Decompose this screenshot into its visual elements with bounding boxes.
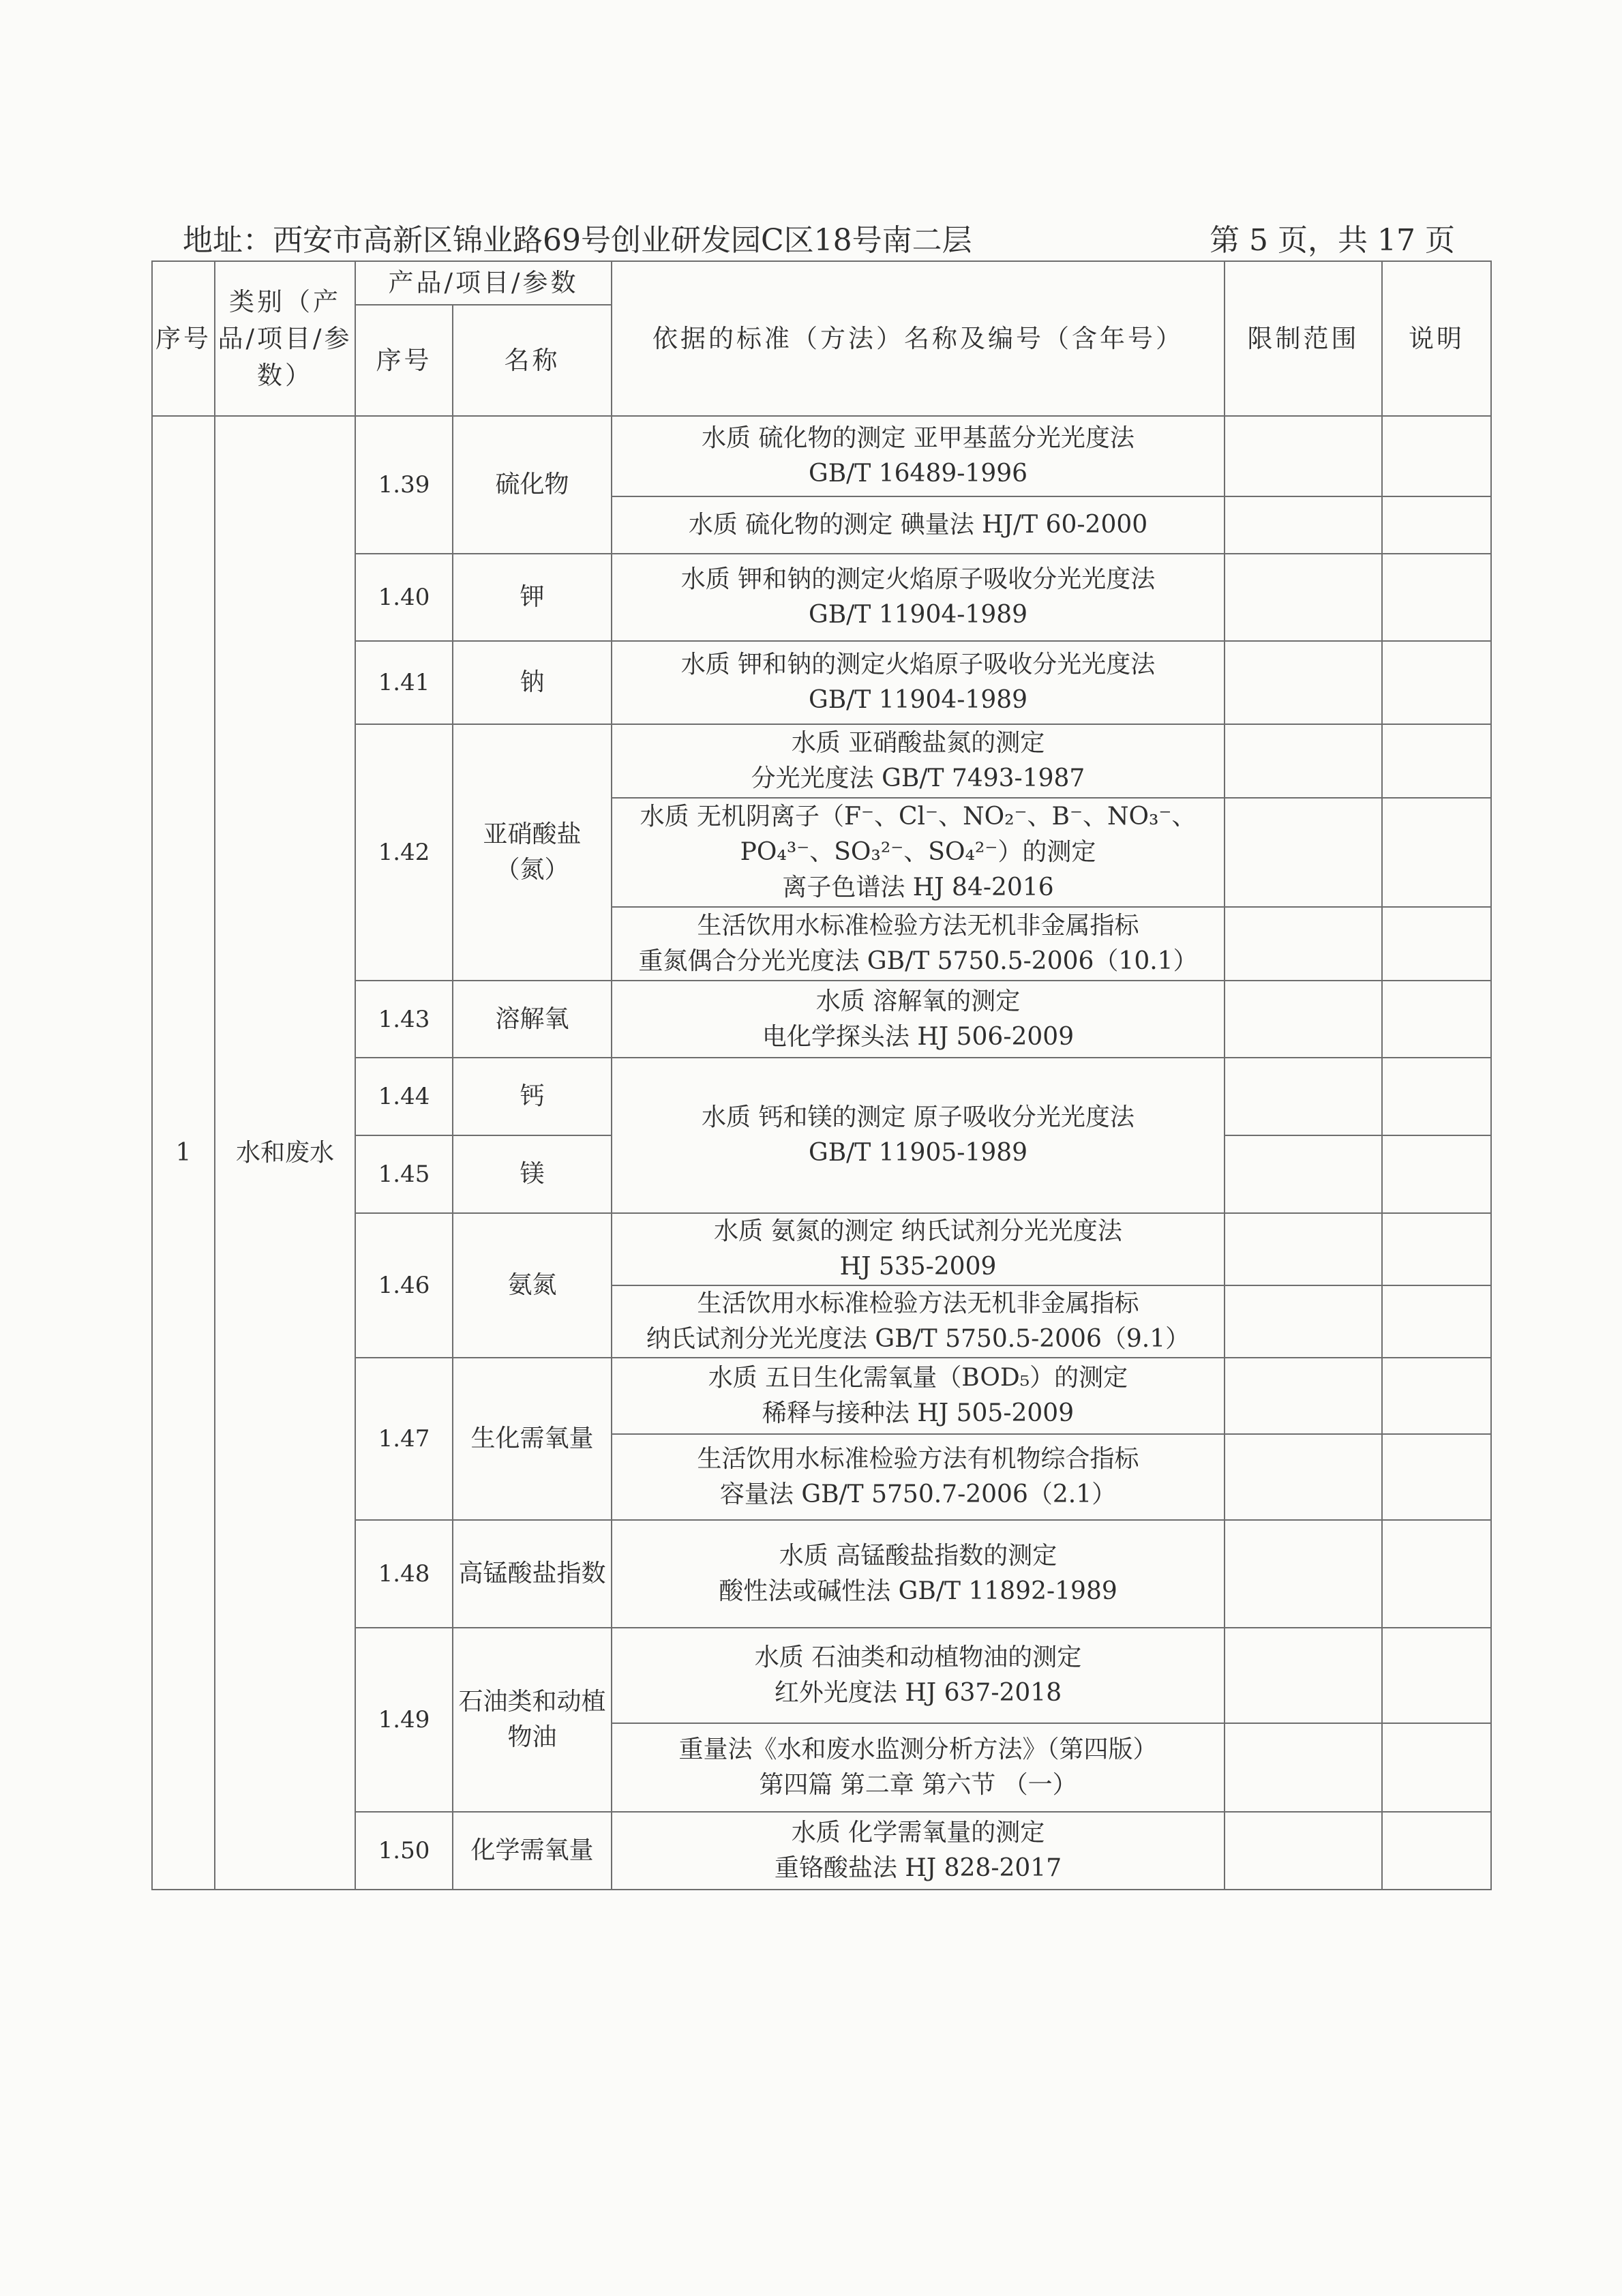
method-code: 分光光度法 GB/T 7493-1987: [751, 764, 1085, 792]
group-category: 水和废水: [215, 416, 355, 1890]
method-text: 水质 钾和钠的测定火焰原子吸收分光光度法: [680, 651, 1156, 679]
item-no: 1.39: [355, 416, 453, 554]
item-no: 1.50: [355, 1812, 453, 1890]
method-code: 电化学探头法 HJ 506-2009: [762, 1022, 1075, 1051]
method-cell: [612, 1434, 1225, 1520]
method-cell: [612, 1723, 1225, 1812]
method-code: 重氮偶合分光光度法 GB/T 5750.5-2006（10.1）: [638, 947, 1198, 975]
method-code: GB/T 16489-1996: [808, 460, 1028, 488]
page-number: 第 5 页，共 17 页: [1210, 223, 1455, 258]
method-cell: [612, 416, 1225, 496]
method-code: GB/T 11905-1989: [808, 1139, 1028, 1167]
method-cell: [612, 1358, 1225, 1434]
method-cell: [612, 1285, 1225, 1358]
method-text: 水质 氨氮的测定 纳氏试剂分光光度法: [714, 1217, 1122, 1245]
method-code: 红外光度法 HJ 637-2018: [774, 1679, 1062, 1707]
limit-cell: [1225, 1628, 1382, 1723]
note-cell: [1382, 907, 1491, 981]
note-cell: [1382, 1213, 1491, 1285]
item-name: 钠: [453, 641, 612, 724]
method-cell: [612, 554, 1225, 641]
item-name: 镁: [453, 1135, 612, 1213]
note-cell: [1382, 1135, 1491, 1213]
method-text: 生活饮用水标准检验方法有机物综合指标: [697, 1445, 1139, 1473]
note-cell: [1382, 1520, 1491, 1628]
note-cell: [1382, 1358, 1491, 1434]
note-cell: [1382, 1058, 1491, 1135]
method-code: 容量法 GB/T 5750.7-2006（2.1）: [719, 1480, 1117, 1508]
header-product-group: 产品/项目/参数: [355, 261, 612, 305]
item-name: 生化需氧量: [453, 1358, 612, 1520]
note-cell: [1382, 724, 1491, 798]
limit-cell: [1225, 1285, 1382, 1358]
method-cell: [612, 1628, 1225, 1723]
limit-cell: [1225, 1520, 1382, 1628]
method-cell: [612, 1058, 1225, 1213]
item-no: 1.44: [355, 1058, 453, 1135]
method-cell: [612, 1520, 1225, 1628]
item-no: 1.40: [355, 554, 453, 641]
item-no: 1.49: [355, 1628, 453, 1812]
limit-cell: [1225, 416, 1382, 496]
method-cell: [612, 641, 1225, 724]
item-no: 1.42: [355, 724, 453, 981]
note-cell: [1382, 641, 1491, 724]
limit-cell: [1225, 1723, 1382, 1812]
item-no: 1.41: [355, 641, 453, 724]
header-seq: 序号: [152, 261, 215, 416]
method-code: 离子色谱法 HJ 84-2016: [782, 874, 1054, 901]
method-cell: [612, 1213, 1225, 1285]
header-standard: 依据的标准（方法）名称及编号（含年号）: [612, 261, 1225, 416]
item-name: 溶解氧: [453, 981, 612, 1058]
header-name: 名称: [453, 305, 612, 416]
item-no: 1.45: [355, 1135, 453, 1213]
method-code: 纳氏试剂分光光度法 GB/T 5750.5-2006（9.1）: [646, 1325, 1190, 1353]
method-cell: [612, 981, 1225, 1058]
method-code: GB/T 11904-1989: [808, 686, 1028, 714]
table-row: [152, 416, 1491, 496]
method-text: 水质 高锰酸盐指数的测定: [779, 1542, 1057, 1570]
method-text: 水质 钙和镁的测定 原子吸收分光光度法: [702, 1103, 1135, 1131]
limit-cell: [1225, 554, 1382, 641]
note-cell: [1382, 1628, 1491, 1723]
method-code: 酸性法或碱性法 GB/T 11892-1989: [719, 1577, 1117, 1605]
limit-cell: [1225, 798, 1382, 907]
item-name: 石油类和动植物油: [453, 1628, 612, 1812]
method-text: PO₄³⁻、SO₃²⁻、SO₄²⁻）的测定: [740, 838, 1096, 866]
method-text: 水质 无机阴离子（F⁻、Cl⁻、NO₂⁻、B⁻、NO₃⁻、: [640, 803, 1197, 831]
item-no: 1.43: [355, 981, 453, 1058]
limit-cell: [1225, 1135, 1382, 1213]
limit-cell: [1225, 1434, 1382, 1520]
method-text: 生活饮用水标准检验方法无机非金属指标: [697, 912, 1139, 940]
method-code: 稀释与接种法 HJ 505-2009: [762, 1399, 1075, 1427]
scope-table: [151, 260, 1492, 1890]
method-text: 水质 硫化物的测定 亚甲基蓝分光光度法: [702, 424, 1135, 452]
item-name: 钾: [453, 554, 612, 641]
limit-cell: [1225, 724, 1382, 798]
limit-cell: [1225, 1358, 1382, 1434]
method-text: 水质 溶解氧的测定: [815, 987, 1021, 1015]
method-text: 水质 硫化物的测定 碘量法 HJ/T 60-2000: [688, 511, 1148, 539]
limit-cell: [1225, 1058, 1382, 1135]
limit-cell: [1225, 496, 1382, 554]
header-limit: 限制范围: [1225, 261, 1382, 416]
lab-address: 地址：西安市高新区锦业路69号创业研发园C区18号南二层: [183, 223, 972, 258]
note-cell: [1382, 1812, 1491, 1890]
method-text: 水质 钾和钠的测定火焰原子吸收分光光度法: [680, 565, 1156, 593]
method-text: 水质 化学需氧量的测定: [791, 1819, 1045, 1847]
method-cell: [612, 1812, 1225, 1890]
limit-cell: [1225, 1213, 1382, 1285]
method-code: 重铬酸盐法 HJ 828-2017: [774, 1854, 1062, 1882]
method-cell: [612, 798, 1225, 907]
item-name: 硫化物: [453, 416, 612, 554]
limit-cell: [1225, 907, 1382, 981]
note-cell: [1382, 981, 1491, 1058]
group-seq: 1: [152, 416, 215, 1890]
item-name: 氨氮: [453, 1213, 612, 1358]
method-text: 重量法《水和废水监测分析方法》（第四版）: [678, 1735, 1158, 1763]
limit-cell: [1225, 641, 1382, 724]
note-cell: [1382, 554, 1491, 641]
method-cell: [612, 724, 1225, 798]
note-cell: [1382, 496, 1491, 554]
note-cell: [1382, 1434, 1491, 1520]
item-no: 1.48: [355, 1520, 453, 1628]
limit-cell: [1225, 1812, 1382, 1890]
method-text: 水质 五日生化需氧量（BOD₅）的测定: [708, 1364, 1128, 1392]
page-header: [183, 215, 1455, 263]
header-category: 类别（产品/项目/参数）: [215, 261, 355, 416]
method-code: HJ 535-2009: [839, 1253, 997, 1281]
item-name: 钙: [453, 1058, 612, 1135]
method-text: 第四篇 第二章 第六节 （一）: [759, 1771, 1077, 1799]
limit-cell: [1225, 981, 1382, 1058]
header-sub-seq: 序号: [355, 305, 453, 416]
method-cell: [612, 496, 1225, 554]
item-no: 1.46: [355, 1213, 453, 1358]
method-cell: [612, 907, 1225, 981]
method-text: 水质 石油类和动植物油的测定: [754, 1643, 1082, 1671]
method-text: 水质 亚硝酸盐氮的测定: [791, 729, 1045, 757]
item-no: 1.47: [355, 1358, 453, 1520]
note-cell: [1382, 798, 1491, 907]
note-cell: [1382, 1723, 1491, 1812]
item-name: 亚硝酸盐（氮）: [453, 724, 612, 981]
header-note: 说明: [1382, 261, 1491, 416]
method-text: 生活饮用水标准检验方法无机非金属指标: [697, 1289, 1139, 1317]
method-code: GB/T 11904-1989: [808, 601, 1028, 629]
item-name: 高锰酸盐指数: [453, 1520, 612, 1628]
item-name: 化学需氧量: [453, 1812, 612, 1890]
note-cell: [1382, 416, 1491, 496]
note-cell: [1382, 1285, 1491, 1358]
